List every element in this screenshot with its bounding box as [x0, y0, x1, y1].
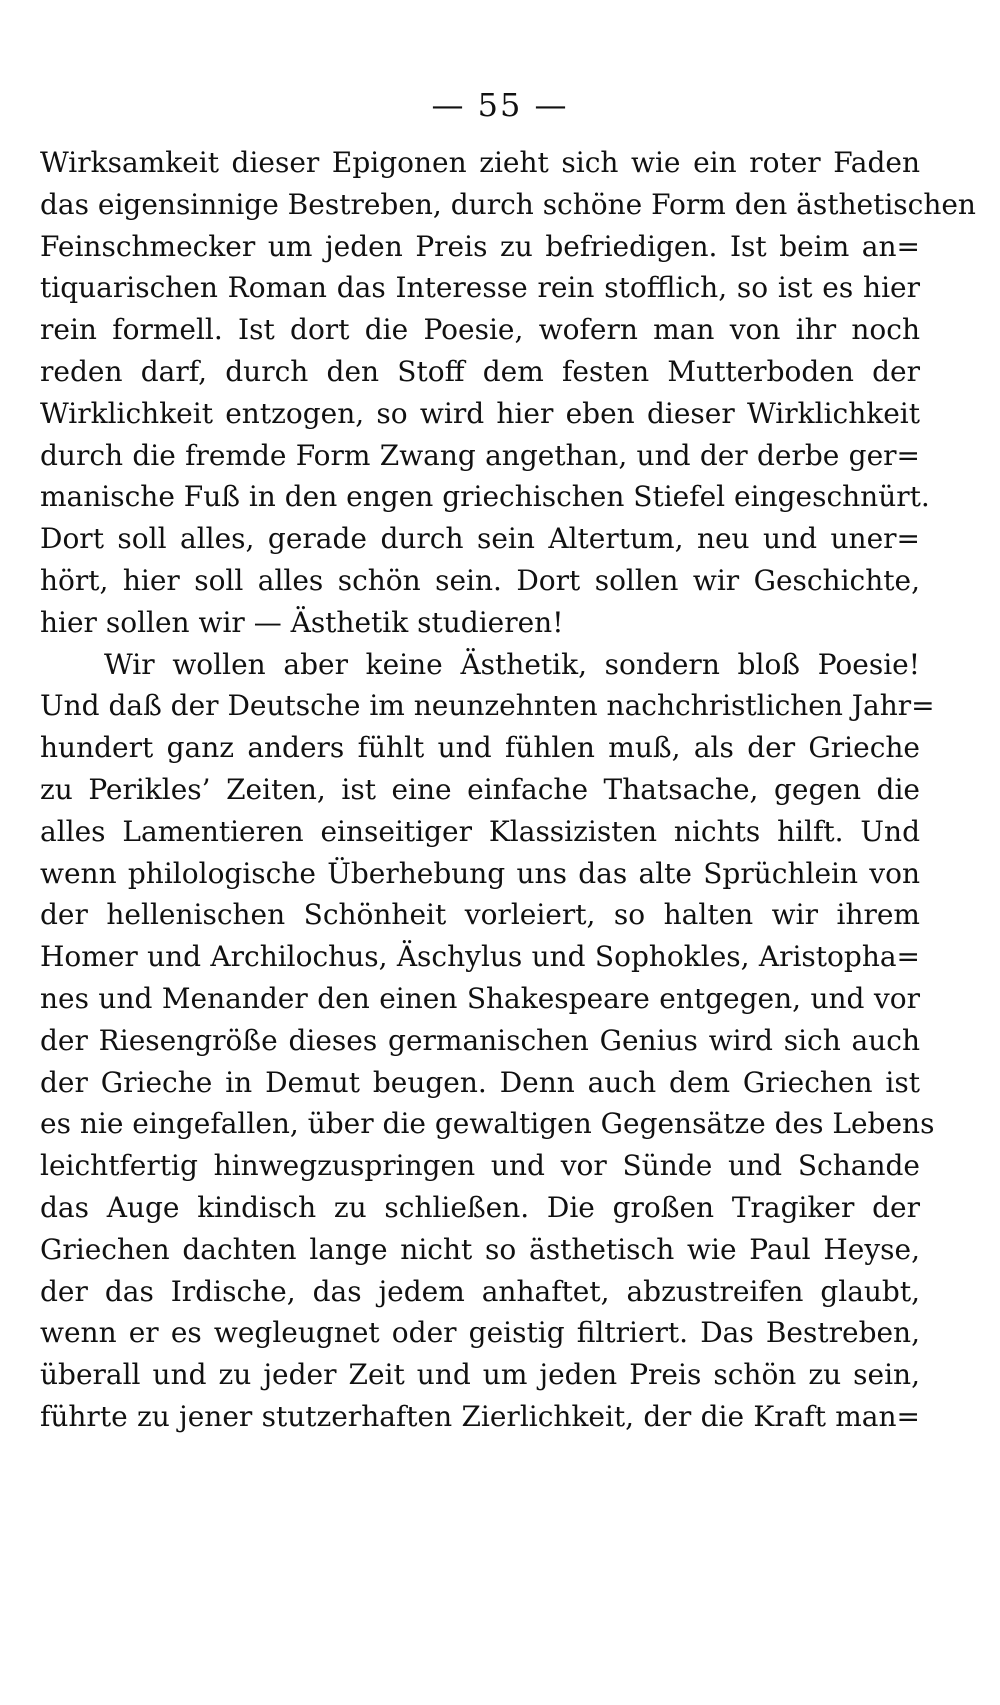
text-line: das eigensinnige Bestreben, durch schöne Form den ästhetischen [40, 187, 976, 221]
text-line: reden darf, durch den Stoff dem festen Mutterboden der [40, 354, 920, 388]
text-line: führte zu jener stutzerhaften Zierlichkeit, der die Kraft man= [40, 1399, 920, 1433]
text-line: Wirksamkeit dieser Epigonen zieht sich wie ein roter Faden [40, 146, 920, 179]
text-line: der hellenischen Schönheit vorleiert, so halten wir ihrem [40, 898, 920, 932]
text-line: rein formell. Ist dort die Poesie, wofern man von ihr noch [40, 313, 920, 347]
text-line: das Auge kindisch zu schließen. Die großen Tragiker der [40, 1190, 920, 1224]
text-line: manische Fuß in den engen griechischen Stiefel eingeschnürt. [40, 480, 930, 514]
text-line: wenn er es wegleugnet oder geistig filtriert. Das Bestreben, [40, 1316, 920, 1350]
text-line: überall und zu jeder Zeit und um jeden Preis schön zu sein, [40, 1358, 920, 1392]
body-text [40, 142, 976, 1438]
text-line: Dort soll alles, gerade durch sein Altertum, neu und uner= [40, 522, 920, 556]
text-line: der Riesengröße dieses germanischen Genius wird sich auch [40, 1023, 920, 1057]
text-line: wenn philologische Überhebung uns das alte Sprüchlein von [40, 856, 920, 890]
text-line: Feinschmecker um jeden Preis zu befriedigen. Ist beim an= [40, 229, 920, 263]
text-line: Und daß der Deutsche im neunzehnten nachchristlichen Jahr= [40, 689, 935, 723]
text-line: Griechen dachten lange nicht so ästhetisch wie Paul Heyse, [40, 1232, 920, 1266]
text-line: Wir wollen aber keine Ästhetik, sondern bloß Poesie! [104, 647, 920, 681]
text-line: es nie eingefallen, über die gewaltigen Gegensätze des Lebens [40, 1107, 935, 1141]
text-line: durch die fremde Form Zwang angethan, und der derbe ger= [40, 438, 920, 472]
text-line: hundert ganz anders fühlt und fühlen muß, als der Grieche [40, 731, 920, 765]
text-line: hier sollen wir — Ästhetik studieren! [40, 605, 564, 639]
text-line: alles Lamentieren einseitiger Klassizisten nichts hilft. Und [40, 814, 920, 848]
text-line: leichtfertig hinwegzuspringen und vor Sünde und Schande [40, 1149, 920, 1183]
text-line: der das Irdische, das jedem anhaftet, abzustreifen glaubt, [40, 1274, 920, 1308]
text-line: tiquarischen Roman das Interesse rein stofflich, so ist es hier [40, 271, 920, 305]
page-number: — 55 — [431, 86, 569, 124]
text-line: hört, hier soll alles schön sein. Dort sollen wir Geschichte, [40, 563, 920, 597]
text-line: nes und Menander den einen Shakespeare entgegen, und vor [40, 981, 920, 1015]
text-line: Homer und Archilochus, Äschylus und Sophokles, Aristopha= [40, 940, 920, 974]
text-line: zu Perikles’ Zeiten, ist eine einfache Thatsache, gegen die [40, 772, 920, 806]
text-line: der Grieche in Demut beugen. Denn auch dem Griechen ist [40, 1065, 920, 1099]
text-line: Wirklichkeit entzogen, so wird hier eben dieser Wirklichkeit [40, 396, 920, 430]
